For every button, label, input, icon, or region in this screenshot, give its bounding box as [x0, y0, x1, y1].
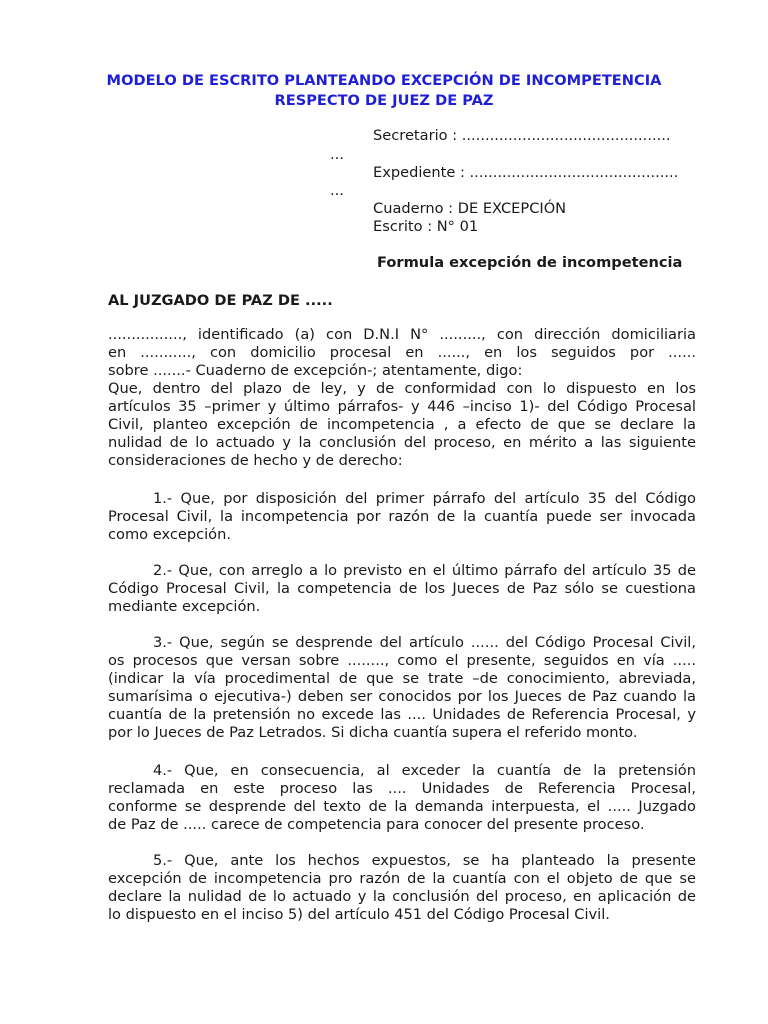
- document-title-line-1: MODELO DE ESCRITO PLANTEANDO EXCEPCIÓN DE INCOMPETENCIA: [106, 72, 662, 89]
- intro-line: artículos 35 –primer y último párrafos- y 446 –inciso 1)- del Código Procesal: [108, 398, 696, 415]
- intro-line: nulidad de lo actuado y la conclusión del proceso, en mérito a las siguiente: [108, 434, 696, 451]
- expediente-field: Expediente : .............................................: [373, 164, 679, 181]
- paragraph-line: (indicar la vía procedimental de que se trate –de conocimiento, abreviada,: [108, 670, 696, 687]
- point-4-paragraph: [108, 762, 696, 834]
- paragraph-line: lo dispuesto en el inciso 5) del artículo 451 del Código Procesal Civil.: [108, 906, 610, 923]
- paragraph-line: 1.- Que, por disposición del primer párrafo del artículo 35 del Código: [153, 490, 696, 507]
- document-title-line-2: RESPECTO DE JUEZ DE PAZ: [274, 92, 494, 109]
- secretario-field-continuation: ...: [330, 146, 344, 163]
- paragraph-line: de Paz de ..... carece de competencia para conocer del presente proceso.: [108, 816, 645, 833]
- intro-line: Civil, planteo excepción de incompetencia , a efecto de que se declare la: [108, 416, 696, 433]
- paragraph-line: excepción de incompetencia pro razón de la cuantía con el objeto de que se: [108, 870, 696, 887]
- paragraph-line: por lo Jueces de Paz Letrados. Si dicha cuantía supera el referido monto.: [108, 724, 638, 741]
- paragraph-line: os procesos que versan sobre ........, como el presente, seguidos en vía .....: [108, 652, 696, 669]
- intro-line: Que, dentro del plazo de ley, y de conformidad con lo dispuesto en los: [108, 380, 696, 397]
- intro-paragraph: [108, 326, 696, 470]
- summary-heading: Formula excepción de incompetencia: [377, 254, 683, 271]
- point-3-paragraph: [108, 634, 696, 742]
- expediente-field-continuation: ...: [330, 182, 344, 199]
- paragraph-line: 4.- Que, en consecuencia, al exceder la cuantía de la pretensión: [153, 762, 696, 779]
- escrito-field: Escrito : N° 01: [373, 218, 479, 235]
- point-1-paragraph: [108, 490, 696, 544]
- paragraph-line: como excepción.: [108, 526, 231, 543]
- point-2-paragraph: [108, 562, 696, 616]
- paragraph-line: 3.- Que, según se desprende del artículo ...... del Código Procesal Civil,: [153, 634, 696, 651]
- paragraph-line: reclamada en este proceso las .... Unidades de Referencia Procesal,: [108, 780, 696, 797]
- paragraph-line: cuantía de la pretensión no excede las .... Unidades de Referencia Procesal, y: [108, 706, 696, 723]
- paragraph-line: sumarísima o ejecutiva-) deben ser conocidos por los Jueces de Paz cuando la: [108, 688, 696, 705]
- paragraph-line: declare la nulidad de lo actuado y la conclusión del proceso, en aplicación de: [108, 888, 696, 905]
- cuaderno-field: Cuaderno : DE EXCEPCIÓN: [373, 200, 567, 217]
- intro-line: consideraciones de hecho y de derecho:: [108, 452, 403, 469]
- paragraph-line: conforme se desprende del texto de la demanda interpuesta, el ..... Juzgado: [108, 798, 696, 815]
- paragraph-line: Código Procesal Civil, la competencia de los Jueces de Paz sólo se cuestiona: [108, 580, 696, 597]
- paragraph-line: Procesal Civil, la incompetencia por razón de la cuantía puede ser invocada: [108, 508, 696, 525]
- secretario-field: Secretario : .............................................: [373, 127, 671, 144]
- paragraph-line: 2.- Que, con arreglo a lo previsto en el último párrafo del artículo 35 de: [153, 562, 696, 579]
- intro-line: ................, identificado (a) con D.N.I N° ........., con dirección domiciliaria: [108, 326, 696, 343]
- addressee-heading: AL JUZGADO DE PAZ DE .....: [108, 292, 333, 309]
- intro-line: sobre .......- Cuaderno de excepción-; atentamente, digo:: [108, 362, 523, 379]
- point-5-paragraph: [108, 852, 696, 924]
- paragraph-line: mediante excepción.: [108, 598, 261, 615]
- paragraph-line: 5.- Que, ante los hechos expuestos, se ha planteado la presente: [153, 852, 696, 869]
- intro-line: en ..........., con domicilio procesal en ......, en los seguidos por ......: [108, 344, 696, 361]
